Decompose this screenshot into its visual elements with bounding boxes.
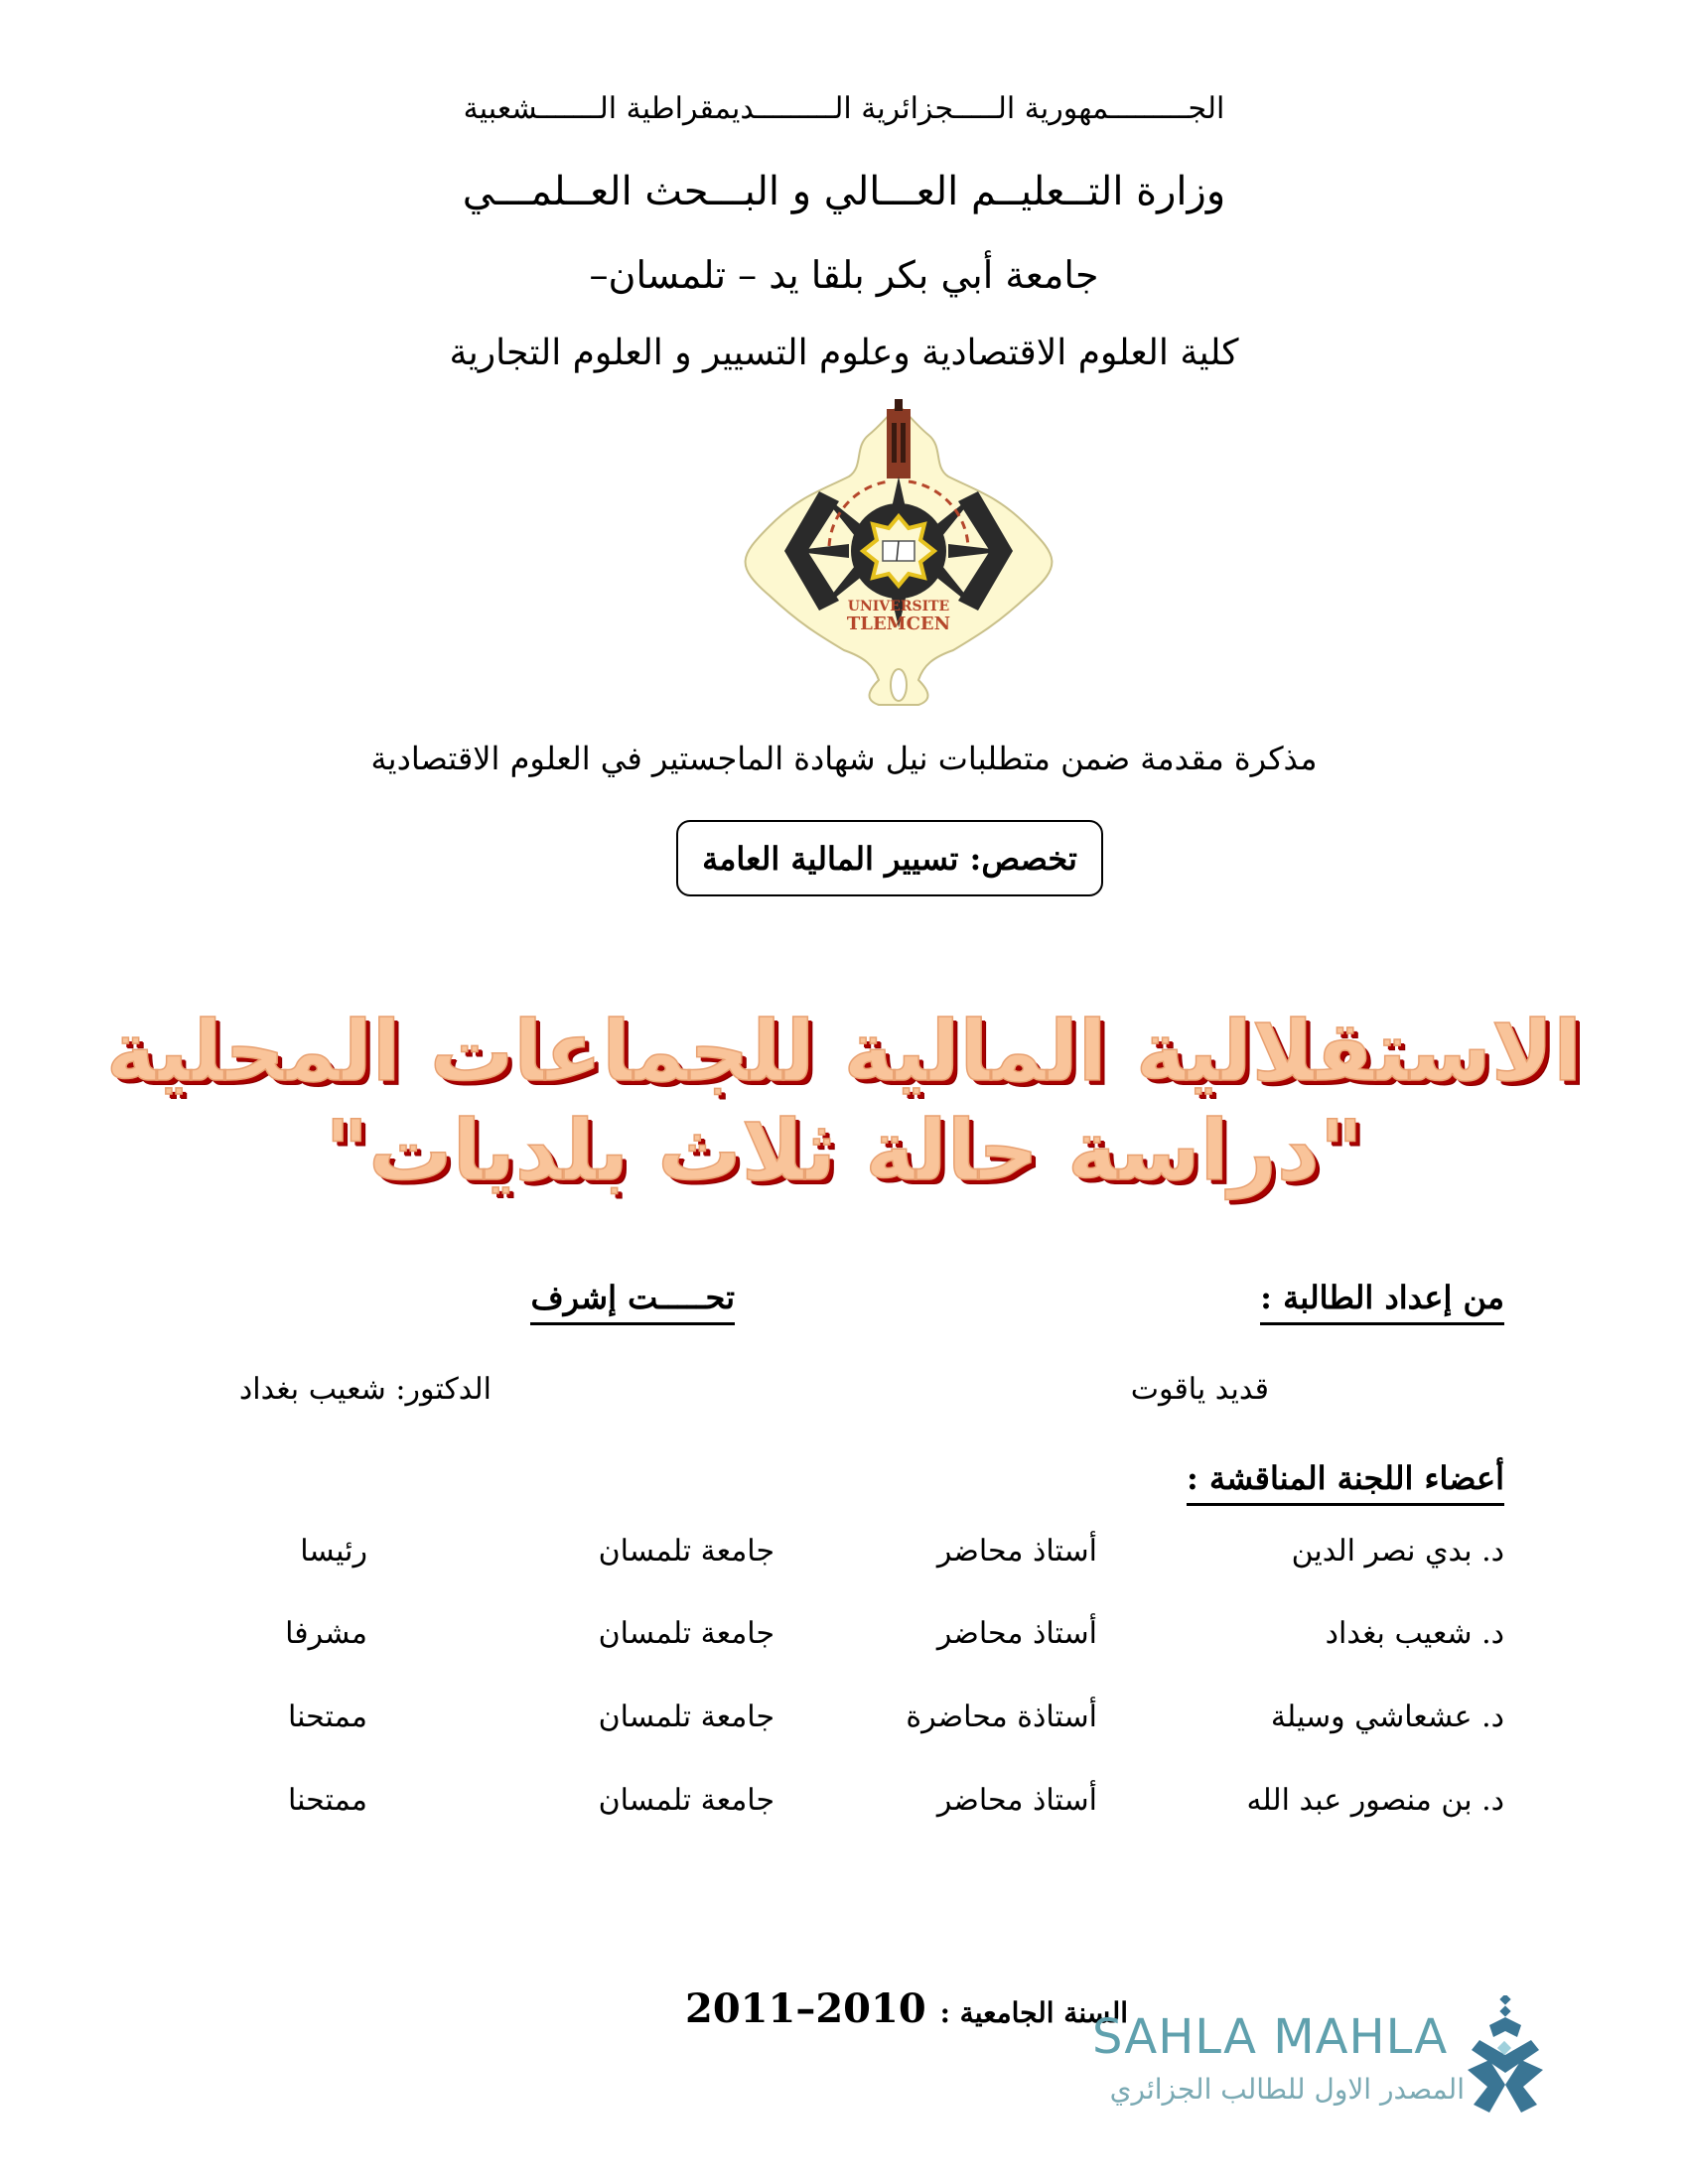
member-university: جامعة تلمسان [598, 1783, 774, 1818]
watermark-brand: SAHLA MAHLA [1092, 2009, 1449, 2065]
specialization-label: تخصص: تسيير المالية العامة [702, 839, 1077, 878]
committee-title: أعضاء اللجنة المناقشة : [1187, 1459, 1504, 1506]
emblem-icon [730, 397, 1067, 710]
republic-heading: الجـــــــــمهورية الـــــجزائرية الـــــــــديمقراطية الـــــــشعبية [463, 91, 1225, 126]
ministry-heading: وزارة التــعليــم العـــالي و البـــحث العــلمـــي [462, 169, 1226, 214]
committee-row [184, 1616, 1504, 1666]
member-name: د. شعيب بغداد [1325, 1616, 1504, 1651]
academic-year-label: السنة الجامعية : [939, 1996, 1129, 2029]
thesis-title-line2: "دراسة حالة ثلاث بلديات" [325, 1102, 1363, 1199]
prepared-by-label: من إعداد الطالبة : [1260, 1279, 1504, 1325]
sahla-mahla-watermark [1092, 1995, 1559, 2124]
member-rank: أستاذ محاضر [936, 1534, 1097, 1569]
specialization-box [676, 820, 1103, 896]
committee-row [184, 1700, 1504, 1749]
member-rank: أستاذة محاضرة [906, 1700, 1097, 1734]
member-rank: أستاذ محاضر [936, 1616, 1097, 1651]
sahla-mahla-logo-icon [1460, 1995, 1554, 2119]
thesis-title-line1: الاستقلالية المالية للجماعات المحلية [105, 1003, 1583, 1100]
student-name: قديد ياقوت [1130, 1372, 1269, 1407]
svg-text:UNIVERSITE: UNIVERSITE [847, 599, 950, 614]
academic-year [685, 1985, 1128, 2032]
member-role: ممتحنا [287, 1700, 367, 1734]
university-emblem-logo [730, 397, 1067, 710]
member-university: جامعة تلمسان [598, 1616, 774, 1651]
committee-row [184, 1534, 1504, 1583]
member-role: ممتحنا [287, 1783, 367, 1818]
member-university: جامعة تلمسان [598, 1700, 774, 1734]
supervisor-name: الدكتور: شعيب بغداد [238, 1372, 492, 1407]
supervised-by-label: تحـــــت إشرف [530, 1279, 735, 1325]
member-university: جامعة تلمسان [598, 1534, 774, 1569]
member-name: د. بدي نصر الدين [1291, 1534, 1504, 1569]
member-rank: أستاذ محاضر [936, 1783, 1097, 1818]
committee-row [184, 1783, 1504, 1833]
member-role: رئيسا [300, 1534, 367, 1569]
faculty-heading: كلية العلوم الاقتصادية وعلوم التسيير و العلوم التجارية [449, 333, 1239, 373]
member-role: مشرفا [285, 1616, 367, 1651]
svg-text:TLEMCEN: TLEMCEN [846, 614, 951, 634]
academic-year-value: 2010–2011 [685, 1985, 926, 2032]
member-name: د. بن منصور عبد الله [1246, 1783, 1504, 1818]
memo-subtitle: مذكرة مقدمة ضمن متطلبات نيل شهادة الماجستير في العلوم الاقتصادية [370, 740, 1318, 777]
university-heading: جامعة أبي بكر بلقا يد – تلمسان– [589, 253, 1099, 297]
watermark-tagline: المصدر الاول للطالب الجزائري [1109, 2073, 1465, 2106]
member-name: د. عشعاشي وسيلة [1270, 1700, 1504, 1734]
